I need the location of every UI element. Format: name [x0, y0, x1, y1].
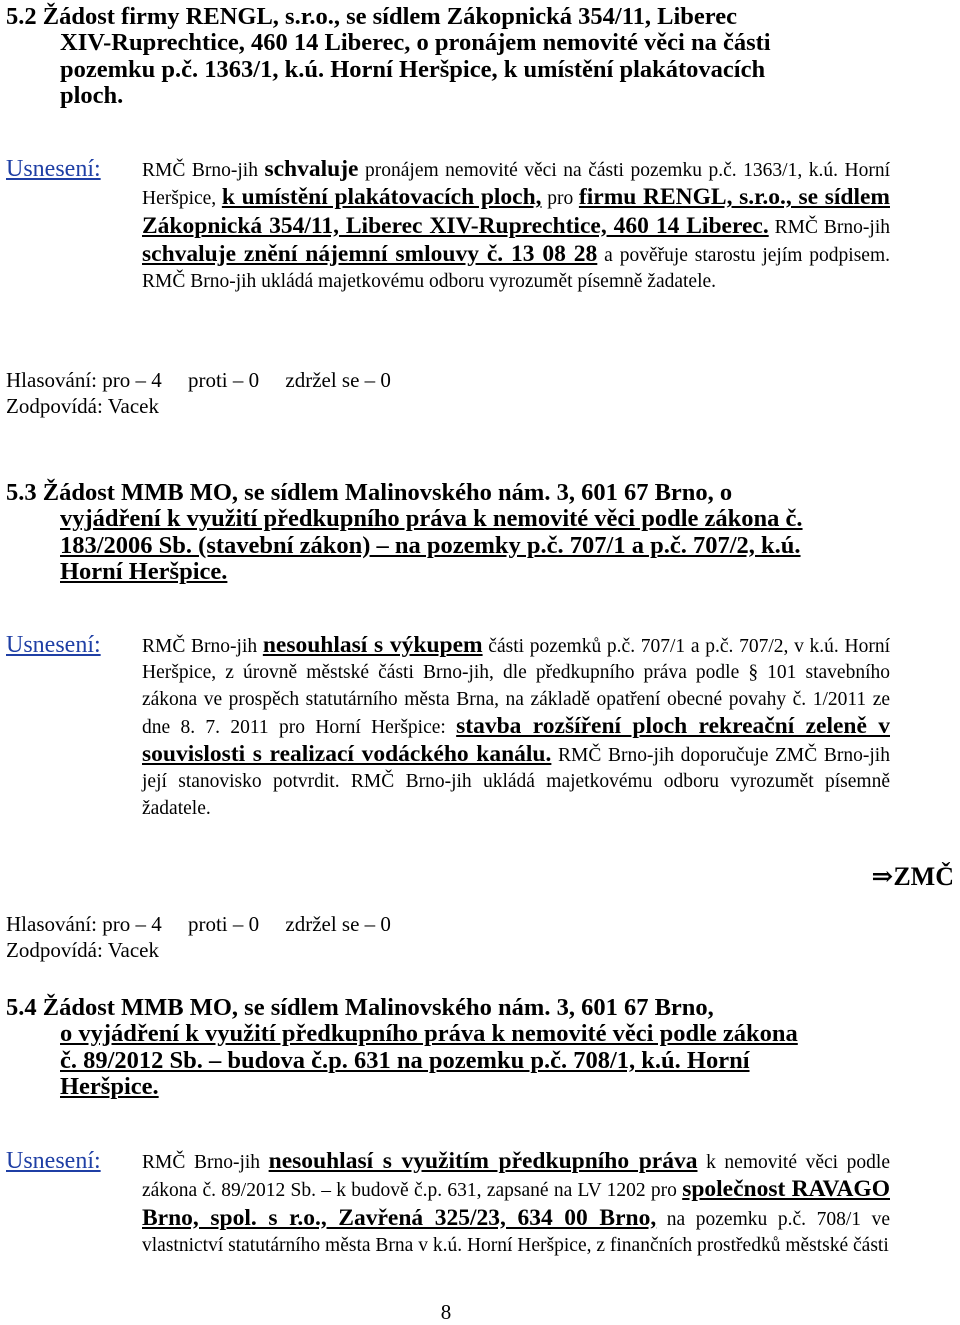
heading-line: Heršpice. [60, 1072, 159, 1100]
heading-line: Horní Heršpice. [60, 557, 228, 585]
section-5-2-vote: Hlasování: pro – 4 proti – 0 zdržel se – 0 [6, 368, 391, 392]
heading-line: XIV-Ruprechtice, 460 14 Liberec, o pronájem nemovité věci na části [60, 29, 771, 57]
resolution-text: RMČ Brno-jih schvaluje pronájem nemovité věci na části pozemku p.č. 1363/1, k.ú. Horní Heršpice, k umístění plakátovacích ploch, pro firmu RENGL, s.r.o., se sídlem Zákopnická 354/11, Liberec XIV-Ruprechtice, 460 14 Liberec. RMČ Brno-jih schvaluje znění nájemní smlouvy č. 13 08 28 a pověřuje starostu jejím podpisem. RMČ Brno-jih ukládá majetkovému odboru vyrozumět písemně žadatele. [142, 156, 891, 293]
heading-line: pozemku p.č. 1363/1, k.ú. Horní Heršpice, k umístění plakátovacích [60, 55, 766, 83]
section-5-4-resolution [6, 1148, 890, 1259]
resolution-label: Usnesení: [6, 1148, 101, 1174]
section-5-4-heading [6, 995, 890, 1100]
section-5-2-heading [6, 4, 890, 109]
underlined-term: společnost RAVAGO Brno, spol. s r.o., Zavřená 325/23, 634 00 Brno, [142, 1176, 890, 1231]
forward-to-zmc: ⇒ZMČ [871, 862, 954, 891]
underlined-term: stavba rozšíření ploch rekreační zeleně v souvislosti s realizací vodáckého kanálu. [142, 712, 890, 768]
heading-line: 183/2006 Sb. (stavební zákon) – na pozemky p.č. 707/1 a p.č. 707/2, k.ú. [60, 531, 801, 559]
resolution-text: RMČ Brno-jih nesouhlasí s výkupem části pozemků p.č. 707/1 a p.č. 707/2, v k.ú. Horní Heršpice, z úrovně městské části Brno-jih, dle předkupního práva podle § 101 stavebního zákona ve prospěch statutárního města Brna, na základě opatření obecné povahy č. 1/2011 ze dne 8. 7. 2011 pro Horní Heršpice: stavba rozšíření ploch rekreační zeleně v souvislosti s realizací vodáckého kanálu. RMČ Brno-jih doporučuje ZMČ Brno-jih její stanovisko potvrdit. RMČ Brno-jih ukládá majetkovému odboru vyrozumět písemně žadatele. [142, 632, 890, 819]
heading-line: č. 89/2012 Sb. – budova č.p. 631 na pozemku p.č. 708/1, k.ú. Horní [60, 1046, 750, 1074]
bold-term: schvaluje [264, 156, 359, 182]
section-5-2-responsible: Zodpovídá: Vacek [6, 394, 159, 418]
underlined-term: k umístění plakátovacích ploch, [221, 184, 542, 211]
heading-line: o vyjádření k využití předkupního práva k nemovité věci podle zákona [60, 1020, 798, 1048]
heading-line: ploch. [60, 81, 124, 109]
section-5-3-vote: Hlasování: pro – 4 proti – 0 zdržel se – 0 [6, 912, 391, 936]
resolution-label: Usnesení: [6, 156, 101, 182]
section-5-3-resolution [6, 632, 890, 822]
underlined-term: schvaluje znění nájemní smlouvy č. 13 08 28 [142, 240, 598, 267]
resolution-label: Usnesení: [6, 632, 101, 658]
underlined-term: nesouhlasí s využitím předkupního práva [268, 1148, 698, 1174]
section-5-3-heading [6, 480, 890, 585]
section-5-3-responsible: Zodpovídá: Vacek [6, 938, 159, 962]
heading-line: 5.2 Žádost firmy RENGL, s.r.o., se sídlem Zákopnická 354/11, Liberec [6, 3, 737, 30]
underlined-term: nesouhlasí s výkupem [262, 632, 483, 658]
resolution-text: RMČ Brno-jih nesouhlasí s využitím předkupního práva k nemovité věci podle zákona č. 89/2012 Sb. – k budově č.p. 631, zapsané na LV 1202 pro společnost RAVAGO Brno, spol. s r.o., Zavřená 325/23, 634 00 Brno, na pozemku p.č. 708/1 ve vlastnictví statutárního města Brna v k.ú. Horní Heršpice, z finančních prostředků městské části [142, 1148, 890, 1256]
section-5-2-resolution [6, 156, 890, 295]
page-number: 8 [440, 1300, 452, 1324]
heading-line: 5.3 Žádost MMB MO, se sídlem Malinovského nám. 3, 601 67 Brno, o [6, 479, 733, 506]
heading-line: 5.4 Žádost MMB MO, se sídlem Malinovského nám. 3, 601 67 Brno, [6, 994, 714, 1021]
heading-line: vyjádření k využití předkupního práva k nemovité věci podle zákona č. [60, 505, 803, 533]
underlined-term: firmu RENGL, s.r.o., se sídlem Zákopnická 354/11, Liberec XIV-Ruprechtice, 460 14 Liberec. [142, 184, 890, 239]
